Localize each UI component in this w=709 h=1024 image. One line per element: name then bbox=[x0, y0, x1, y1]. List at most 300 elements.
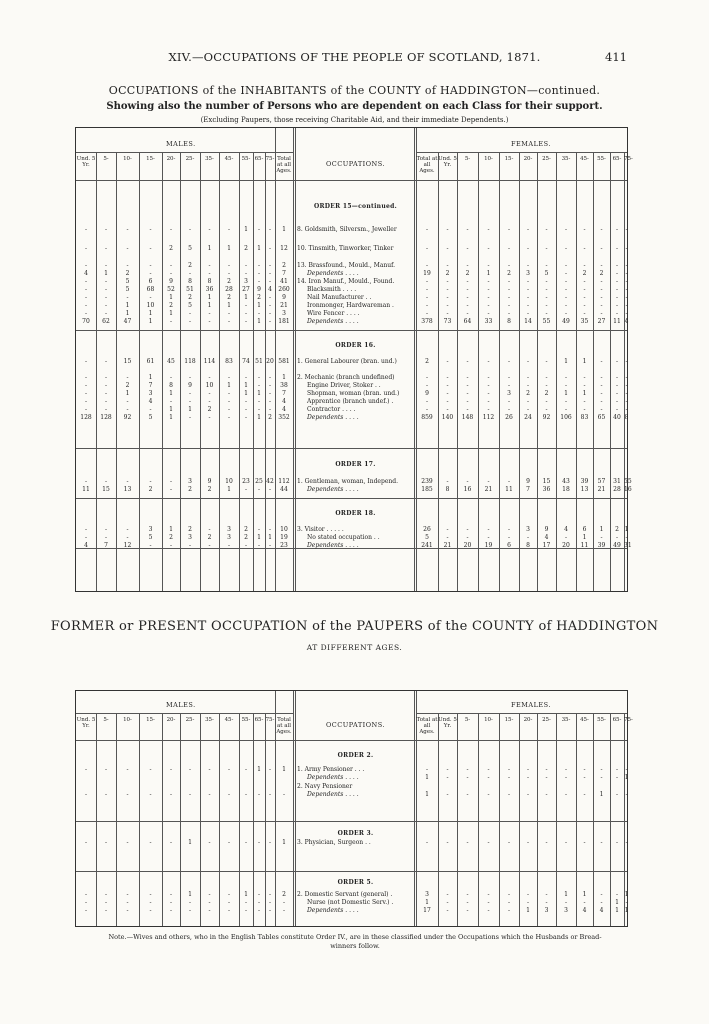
male-cell: 6 bbox=[148, 278, 153, 285]
female-cell: - bbox=[615, 791, 619, 798]
female-cell: 1 bbox=[582, 358, 587, 365]
male-cell: - bbox=[268, 294, 272, 301]
male-cell: 4 bbox=[282, 406, 286, 413]
female-cell: - bbox=[545, 302, 548, 309]
table-row bbox=[76, 310, 627, 317]
male-cell: - bbox=[208, 891, 211, 898]
female-age-header: 10- bbox=[484, 156, 493, 162]
female-cell: - bbox=[564, 286, 568, 293]
female-cell: 3 bbox=[544, 907, 549, 914]
male-cell: 4 bbox=[268, 286, 272, 293]
female-cell: - bbox=[526, 262, 530, 269]
male-cell: - bbox=[126, 791, 129, 798]
male-cell: 11 bbox=[82, 486, 90, 493]
female-cell: 21 bbox=[597, 486, 606, 493]
male-cell: - bbox=[104, 294, 108, 301]
female-cell: - bbox=[526, 891, 530, 898]
female-cell: - bbox=[615, 766, 619, 773]
females-label: FEMALES. bbox=[511, 140, 551, 148]
table-row bbox=[76, 478, 632, 485]
female-cell: - bbox=[507, 262, 511, 269]
female-age-header: Und. 5 Yr. bbox=[438, 156, 457, 168]
male-age-header: Und. 5 Yr. bbox=[76, 156, 96, 168]
male-cell: 1 bbox=[244, 390, 248, 397]
female-cell: - bbox=[615, 302, 619, 309]
male-cell: - bbox=[268, 398, 272, 405]
male-cell: 1 bbox=[244, 382, 248, 389]
female-cell: - bbox=[446, 310, 449, 317]
female-age-header: 15- bbox=[504, 717, 514, 723]
male-cell: - bbox=[126, 899, 129, 906]
female-cell: - bbox=[487, 286, 490, 293]
female-cell: - bbox=[507, 774, 511, 781]
male-age-header: 20- bbox=[166, 156, 176, 162]
female-cell: - bbox=[507, 899, 511, 906]
table1-title: OCCUPATIONS of the INHABITANTS of the COUNTY of HADDINGTON—continued. bbox=[108, 84, 601, 97]
table-row bbox=[76, 318, 627, 325]
table-row bbox=[76, 302, 627, 309]
female-cell: 2 bbox=[445, 270, 450, 277]
male-cell: - bbox=[126, 374, 129, 381]
female-cell: 1 bbox=[564, 390, 568, 397]
female-cell: 11 bbox=[613, 318, 621, 325]
running-title: XIV.—OCCUPATIONS OF THE PEOPLE OF SCOTLAND, 1871. bbox=[168, 50, 541, 64]
male-age-header: Total at all Ages. bbox=[276, 156, 292, 174]
male-cell: 47 bbox=[123, 318, 132, 325]
female-cell: - bbox=[425, 310, 429, 317]
male-cell: - bbox=[268, 245, 272, 252]
male-cell: 1 bbox=[125, 302, 130, 309]
female-cell: 1 bbox=[486, 270, 491, 277]
female-cell: - bbox=[507, 226, 511, 233]
female-cell: - bbox=[526, 766, 530, 773]
female-cell: - bbox=[425, 286, 429, 293]
female-cell: 7 bbox=[526, 486, 530, 493]
female-cell: 1 bbox=[599, 791, 604, 798]
male-cell: 1 bbox=[169, 390, 173, 397]
female-cell: - bbox=[583, 899, 586, 906]
female-cell: - bbox=[600, 294, 603, 301]
male-cell: 1 bbox=[104, 270, 108, 277]
table-row bbox=[76, 245, 627, 252]
female-cell: - bbox=[600, 245, 603, 252]
female-cell: 1 bbox=[425, 899, 429, 906]
male-cell: 1 bbox=[282, 839, 286, 846]
female-cell: - bbox=[545, 791, 548, 798]
female-cell: - bbox=[526, 245, 530, 252]
occupation-label: Ironmonger, Hardwareman . bbox=[307, 302, 394, 309]
male-cell: - bbox=[257, 526, 261, 533]
female-cell: - bbox=[466, 390, 469, 397]
female-cell: - bbox=[600, 899, 603, 906]
male-cell: 1 bbox=[257, 414, 261, 421]
male-age-header: 35- bbox=[205, 156, 214, 162]
female-cell: - bbox=[564, 226, 568, 233]
male-cell: - bbox=[282, 907, 286, 914]
female-cell: - bbox=[545, 310, 548, 317]
female-cell: - bbox=[507, 839, 511, 846]
male-cell: 12 bbox=[280, 245, 288, 252]
female-age-header: 55- bbox=[597, 717, 606, 723]
male-cell: - bbox=[257, 382, 261, 389]
female-cell: - bbox=[615, 534, 619, 541]
male-cell: - bbox=[126, 526, 129, 533]
male-cell: - bbox=[208, 907, 211, 914]
female-cell: - bbox=[545, 774, 548, 781]
male-cell: - bbox=[188, 398, 192, 405]
male-cell: - bbox=[169, 478, 173, 485]
male-cell: 12 bbox=[123, 542, 132, 549]
female-cell: - bbox=[446, 294, 449, 301]
male-cell: - bbox=[244, 899, 248, 906]
female-cell: - bbox=[545, 262, 548, 269]
female-cell: - bbox=[545, 398, 548, 405]
female-cell: 2 bbox=[582, 270, 587, 277]
male-cell: 1 bbox=[257, 302, 261, 309]
male-cell: - bbox=[188, 390, 192, 397]
male-cell: - bbox=[208, 542, 211, 549]
male-cell: 1 bbox=[244, 891, 248, 898]
female-cell: 18 bbox=[562, 486, 570, 493]
occupation-label: 8. Goldsmith, Silversm., Jeweller bbox=[297, 226, 397, 233]
female-cell: 3 bbox=[507, 390, 511, 397]
female-cell: 1 bbox=[425, 791, 429, 798]
male-cell: 1 bbox=[125, 390, 130, 397]
male-age-header: 15- bbox=[146, 717, 155, 723]
male-cell: - bbox=[268, 390, 272, 397]
female-cell: - bbox=[583, 774, 586, 781]
female-cell: - bbox=[446, 766, 449, 773]
female-cell: - bbox=[526, 286, 530, 293]
order-heading: ORDER 2. bbox=[337, 752, 374, 759]
male-cell: 352 bbox=[278, 414, 290, 421]
female-cell: 112 bbox=[482, 414, 495, 421]
male-cell: 2 bbox=[282, 262, 286, 269]
table-row bbox=[76, 542, 632, 549]
female-cell: 33 bbox=[484, 318, 493, 325]
male-cell: - bbox=[208, 310, 211, 317]
female-age-header: 10- bbox=[484, 717, 493, 723]
male-cell: - bbox=[84, 907, 88, 914]
footnote: Note.—Wives and others, who in the English Tables constitute Order IV., are in these classified under the Occupations which the Husbands or Bread-winners follow. bbox=[108, 933, 602, 950]
female-cell: 8 bbox=[526, 542, 530, 549]
female-cell: - bbox=[487, 406, 490, 413]
male-cell: 7 bbox=[148, 382, 153, 389]
table-row bbox=[76, 286, 627, 293]
female-cell: - bbox=[583, 245, 586, 252]
male-cell: - bbox=[104, 478, 108, 485]
male-cell: 4 bbox=[282, 398, 286, 405]
female-cell: 140 bbox=[441, 414, 454, 421]
male-cell: - bbox=[227, 406, 231, 413]
female-cell: - bbox=[425, 766, 429, 773]
male-age-header: 45- bbox=[224, 156, 234, 162]
male-cell: - bbox=[188, 899, 192, 906]
female-cell: 1 bbox=[624, 891, 629, 898]
female-cell: - bbox=[446, 534, 449, 541]
male-cell: 1 bbox=[169, 406, 173, 413]
male-cell: 10 bbox=[280, 526, 288, 533]
female-cell: - bbox=[583, 226, 586, 233]
female-cell: 40 bbox=[613, 414, 621, 421]
female-cell: 43 bbox=[562, 478, 570, 485]
female-cell: - bbox=[583, 294, 586, 301]
male-cell: - bbox=[104, 278, 108, 285]
female-age-header: 45- bbox=[580, 717, 589, 723]
male-cell: - bbox=[126, 226, 129, 233]
female-cell: - bbox=[545, 839, 548, 846]
male-cell: - bbox=[84, 390, 88, 397]
table-row bbox=[76, 374, 627, 381]
female-cell: - bbox=[545, 406, 548, 413]
female-cell: - bbox=[466, 839, 469, 846]
order-heading: ORDER 18. bbox=[335, 510, 376, 517]
male-cell: 3 bbox=[188, 534, 192, 541]
female-cell: - bbox=[487, 478, 490, 485]
male-cell: - bbox=[257, 791, 261, 798]
female-cell: 17 bbox=[423, 907, 431, 914]
female-cell: - bbox=[466, 358, 469, 365]
male-cell: - bbox=[149, 907, 152, 914]
male-cell: - bbox=[84, 245, 88, 252]
male-cell: 19 bbox=[280, 534, 288, 541]
group-rule bbox=[76, 498, 627, 499]
male-cell: 2 bbox=[268, 414, 272, 421]
female-cell: - bbox=[466, 907, 469, 914]
male-cell: - bbox=[104, 766, 108, 773]
female-cell: - bbox=[625, 534, 628, 541]
female-cell: - bbox=[615, 891, 619, 898]
header-rule bbox=[416, 713, 627, 714]
female-cell: 2 bbox=[526, 390, 530, 397]
female-age-header: 15- bbox=[504, 156, 514, 162]
male-cell: - bbox=[104, 791, 108, 798]
male-cell: 28 bbox=[225, 286, 233, 293]
female-cell: - bbox=[564, 382, 568, 389]
male-cell: - bbox=[169, 899, 173, 906]
female-cell: 13 bbox=[580, 486, 589, 493]
male-cell: 45 bbox=[167, 358, 175, 365]
group-rule bbox=[76, 821, 627, 822]
female-cell: - bbox=[545, 766, 548, 773]
male-cell: - bbox=[188, 226, 192, 233]
table-row bbox=[76, 526, 627, 533]
male-cell: - bbox=[149, 245, 152, 252]
occupation-label: Wire Fencer . . . . bbox=[307, 310, 360, 317]
male-cell: - bbox=[126, 839, 129, 846]
female-cell: - bbox=[446, 390, 449, 397]
female-cell: - bbox=[507, 294, 511, 301]
male-cell: 21 bbox=[280, 302, 288, 309]
male-cell: 3 bbox=[148, 526, 153, 533]
male-cell: - bbox=[208, 791, 211, 798]
female-cell: - bbox=[600, 382, 603, 389]
table-row bbox=[76, 262, 627, 269]
female-cell: - bbox=[446, 382, 449, 389]
running-header bbox=[0, 50, 709, 66]
male-cell: - bbox=[84, 226, 88, 233]
male-cell: - bbox=[84, 382, 88, 389]
male-cell: 2 bbox=[125, 382, 130, 389]
female-cell: 3 bbox=[564, 907, 568, 914]
male-cell: - bbox=[84, 899, 88, 906]
male-cell: - bbox=[244, 486, 248, 493]
female-cell: 24 bbox=[524, 414, 532, 421]
female-cell: 9 bbox=[526, 478, 530, 485]
female-cell: - bbox=[564, 270, 568, 277]
male-cell: 2 bbox=[169, 245, 173, 252]
male-age-header: 15- bbox=[146, 156, 155, 162]
male-cell: - bbox=[84, 294, 88, 301]
female-age-header: 20- bbox=[523, 156, 533, 162]
female-cell: 15 bbox=[542, 478, 551, 485]
female-cell: - bbox=[507, 766, 511, 773]
occupation-label: 2. Navy Pensioner bbox=[297, 783, 353, 790]
female-cell: - bbox=[625, 374, 628, 381]
occupation-label: Dependents . . . . bbox=[307, 486, 359, 493]
female-cell: - bbox=[425, 245, 429, 252]
male-cell: 9 bbox=[207, 478, 212, 485]
female-cell: 39 bbox=[597, 542, 606, 549]
table-row bbox=[76, 278, 627, 285]
male-cell: 1 bbox=[227, 382, 231, 389]
table-row bbox=[76, 534, 627, 541]
male-cell: - bbox=[149, 270, 152, 277]
male-cell: - bbox=[169, 486, 173, 493]
male-cell: 2 bbox=[188, 262, 192, 269]
female-cell: - bbox=[583, 262, 586, 269]
table-row bbox=[76, 406, 627, 413]
male-cell: - bbox=[257, 406, 261, 413]
female-cell: - bbox=[564, 294, 568, 301]
female-cell: - bbox=[507, 278, 511, 285]
male-cell: 7 bbox=[282, 390, 286, 397]
male-cell: 1 bbox=[257, 318, 261, 325]
female-cell: - bbox=[625, 839, 628, 846]
male-cell: - bbox=[244, 262, 248, 269]
female-cell: - bbox=[615, 310, 619, 317]
female-cell: - bbox=[466, 899, 469, 906]
female-cell: 57 bbox=[597, 478, 606, 485]
male-cell: 1 bbox=[169, 526, 173, 533]
male-cell: 1 bbox=[244, 226, 248, 233]
female-cell: - bbox=[615, 358, 619, 365]
female-cell: - bbox=[545, 899, 548, 906]
female-cell: 5 bbox=[544, 270, 549, 277]
male-cell: - bbox=[104, 899, 108, 906]
male-cell: 2 bbox=[188, 294, 192, 301]
male-cell: 4 bbox=[84, 542, 88, 549]
female-cell: - bbox=[425, 374, 429, 381]
female-cell: - bbox=[487, 899, 490, 906]
female-cell: - bbox=[545, 226, 548, 233]
female-cell: 1 bbox=[526, 907, 530, 914]
female-cell: - bbox=[526, 899, 530, 906]
female-cell: - bbox=[615, 226, 619, 233]
male-cell: 1 bbox=[207, 294, 212, 301]
group-rule bbox=[76, 871, 627, 872]
male-cell: 5 bbox=[125, 278, 130, 285]
female-cell: - bbox=[425, 278, 429, 285]
female-cell: - bbox=[487, 302, 490, 309]
male-cell: 260 bbox=[278, 286, 290, 293]
male-cell: - bbox=[208, 398, 211, 405]
female-cell: - bbox=[615, 245, 619, 252]
male-cell: - bbox=[268, 542, 272, 549]
female-cell: 241 bbox=[421, 542, 433, 549]
occupation-label: 1. Army Pensioner . . . bbox=[297, 766, 365, 773]
female-cell: - bbox=[507, 891, 511, 898]
female-cell: - bbox=[487, 358, 490, 365]
male-cell: 2 bbox=[227, 294, 231, 301]
male-cell: 3 bbox=[244, 278, 248, 285]
female-cell: 26 bbox=[505, 414, 513, 421]
male-cell: - bbox=[257, 262, 261, 269]
male-cell: 9 bbox=[257, 286, 261, 293]
female-cell: - bbox=[507, 310, 511, 317]
female-cell: 49 bbox=[562, 318, 570, 325]
male-cell: - bbox=[268, 318, 272, 325]
male-cell: - bbox=[104, 286, 108, 293]
male-cell: - bbox=[244, 318, 248, 325]
female-cell: - bbox=[625, 226, 628, 233]
male-cell: 1 bbox=[282, 766, 286, 773]
female-cell: - bbox=[625, 286, 628, 293]
occupations-heading: OCCUPATIONS. bbox=[325, 721, 386, 729]
female-cell: - bbox=[564, 899, 568, 906]
male-age-header: 75- bbox=[265, 717, 275, 723]
table-row bbox=[76, 839, 627, 846]
male-cell: - bbox=[126, 534, 129, 541]
female-age-header: 45- bbox=[580, 156, 589, 162]
male-cell: - bbox=[126, 245, 129, 252]
male-cell: - bbox=[84, 302, 88, 309]
male-cell: - bbox=[227, 390, 231, 397]
male-cell: - bbox=[126, 891, 129, 898]
female-cell: - bbox=[600, 374, 603, 381]
male-cell: - bbox=[84, 891, 88, 898]
female-cell: - bbox=[600, 406, 603, 413]
table-row bbox=[76, 783, 627, 790]
male-cell: - bbox=[244, 310, 248, 317]
header-rule bbox=[416, 152, 627, 153]
male-cell: 1 bbox=[227, 245, 231, 252]
group-rule bbox=[76, 448, 627, 449]
female-cell: 11 bbox=[580, 542, 589, 549]
male-cell: 2 bbox=[207, 534, 212, 541]
female-age-header: 5- bbox=[464, 717, 471, 723]
male-cell: - bbox=[208, 526, 211, 533]
female-cell: - bbox=[466, 382, 469, 389]
table1-note: (Excluding Paupers, those receiving Charitable Aid, and their immediate Dependents.) bbox=[200, 116, 509, 124]
male-cell: - bbox=[244, 839, 248, 846]
male-cell: - bbox=[126, 406, 129, 413]
occupation-label: 10. Tinsmith, Tinworker, Tinker bbox=[297, 245, 394, 252]
male-cell: 1 bbox=[125, 310, 130, 317]
male-cell: - bbox=[149, 478, 152, 485]
female-cell: - bbox=[487, 390, 490, 397]
female-cell: - bbox=[600, 398, 603, 405]
paupers-table bbox=[75, 690, 633, 927]
female-cell: - bbox=[487, 382, 490, 389]
female-cell: 378 bbox=[421, 318, 433, 325]
female-cell: - bbox=[487, 294, 490, 301]
male-cell: 181 bbox=[278, 318, 290, 325]
male-cell: - bbox=[188, 791, 192, 798]
female-cell: - bbox=[615, 262, 619, 269]
table-row bbox=[76, 791, 627, 798]
female-cell: - bbox=[507, 245, 511, 252]
